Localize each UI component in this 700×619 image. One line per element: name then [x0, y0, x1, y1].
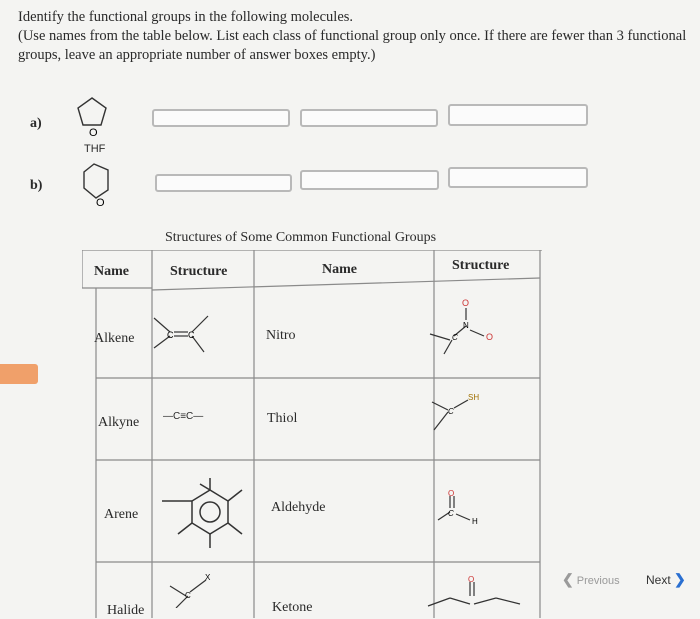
thiol-structure [428, 388, 498, 432]
instructions-line2: (Use names from the table below. List each class of functional group only once. If there are fewer than 3 functional groups, leave an appropriate number of answer boxes empty.) [18, 28, 687, 63]
header-name-right: Name [322, 262, 357, 277]
svg-text:C: C [167, 330, 174, 340]
question-a-label: a) [30, 116, 42, 131]
svg-text:SH: SH [468, 393, 480, 402]
svg-text:O: O [486, 332, 494, 342]
instructions [18, 8, 688, 65]
row-name-nitro: Nitro [266, 328, 296, 343]
row-name-alkene: Alkene [94, 331, 135, 346]
row-name-alkyne: Alkyne [98, 415, 140, 430]
svg-text:O: O [89, 127, 98, 139]
ketone-structure [424, 572, 524, 612]
answer-a-1[interactable] [152, 109, 290, 127]
svg-text:X: X [205, 573, 211, 582]
svg-text:O: O [462, 298, 470, 308]
table-caption: Structures of Some Common Functional Groups [165, 230, 437, 245]
svg-text:C: C [448, 407, 454, 416]
answer-b-2[interactable] [300, 170, 439, 190]
header-name-left: Name [94, 264, 129, 279]
answer-a-3[interactable] [448, 104, 588, 126]
svg-text:C: C [188, 330, 195, 340]
nitro-structure [428, 296, 508, 358]
ketone-oxygen: O [468, 575, 475, 584]
header-structure-right: Structure [452, 258, 510, 273]
row-name-aldehyde: Aldehyde [271, 500, 326, 515]
svg-text:O: O [96, 197, 105, 208]
alkene-structure [152, 312, 212, 356]
answer-a-2[interactable] [300, 109, 438, 127]
header-structure-left: Structure [170, 264, 228, 279]
row-name-ketone: Ketone [272, 600, 313, 615]
row-name-arene: Arene [104, 507, 139, 522]
alkyne-structure: —C≡C— [163, 411, 204, 422]
svg-text:N: N [463, 321, 469, 330]
row-name-halide: Halide [107, 603, 145, 618]
row-name-thiol: Thiol [267, 411, 298, 426]
halide-structure [168, 568, 218, 608]
svg-text:H: H [472, 517, 478, 526]
thf-molecule-a [72, 92, 112, 140]
next-label: Next [646, 573, 671, 587]
svg-text:C: C [452, 333, 458, 342]
svg-text:C: C [448, 509, 454, 518]
molecule-b [78, 158, 118, 208]
question-b-label: b) [30, 178, 43, 193]
answer-b-3[interactable] [448, 167, 588, 188]
svg-text:O: O [448, 490, 455, 498]
thf-caption: THF [84, 143, 106, 155]
answer-b-1[interactable] [155, 174, 292, 192]
next-button[interactable] [646, 571, 686, 588]
svg-text:C: C [185, 591, 191, 600]
side-tab[interactable] [0, 364, 38, 384]
aldehyde-structure [436, 490, 496, 534]
previous-label: Previous [576, 575, 620, 587]
previous-button[interactable] [562, 571, 620, 588]
instructions-line1: Identify the functional groups in the following molecules. [18, 9, 354, 25]
arene-structure [160, 468, 260, 558]
chevron-right-icon: ❯ [674, 571, 686, 587]
chevron-left-icon: ❮ [562, 571, 574, 587]
